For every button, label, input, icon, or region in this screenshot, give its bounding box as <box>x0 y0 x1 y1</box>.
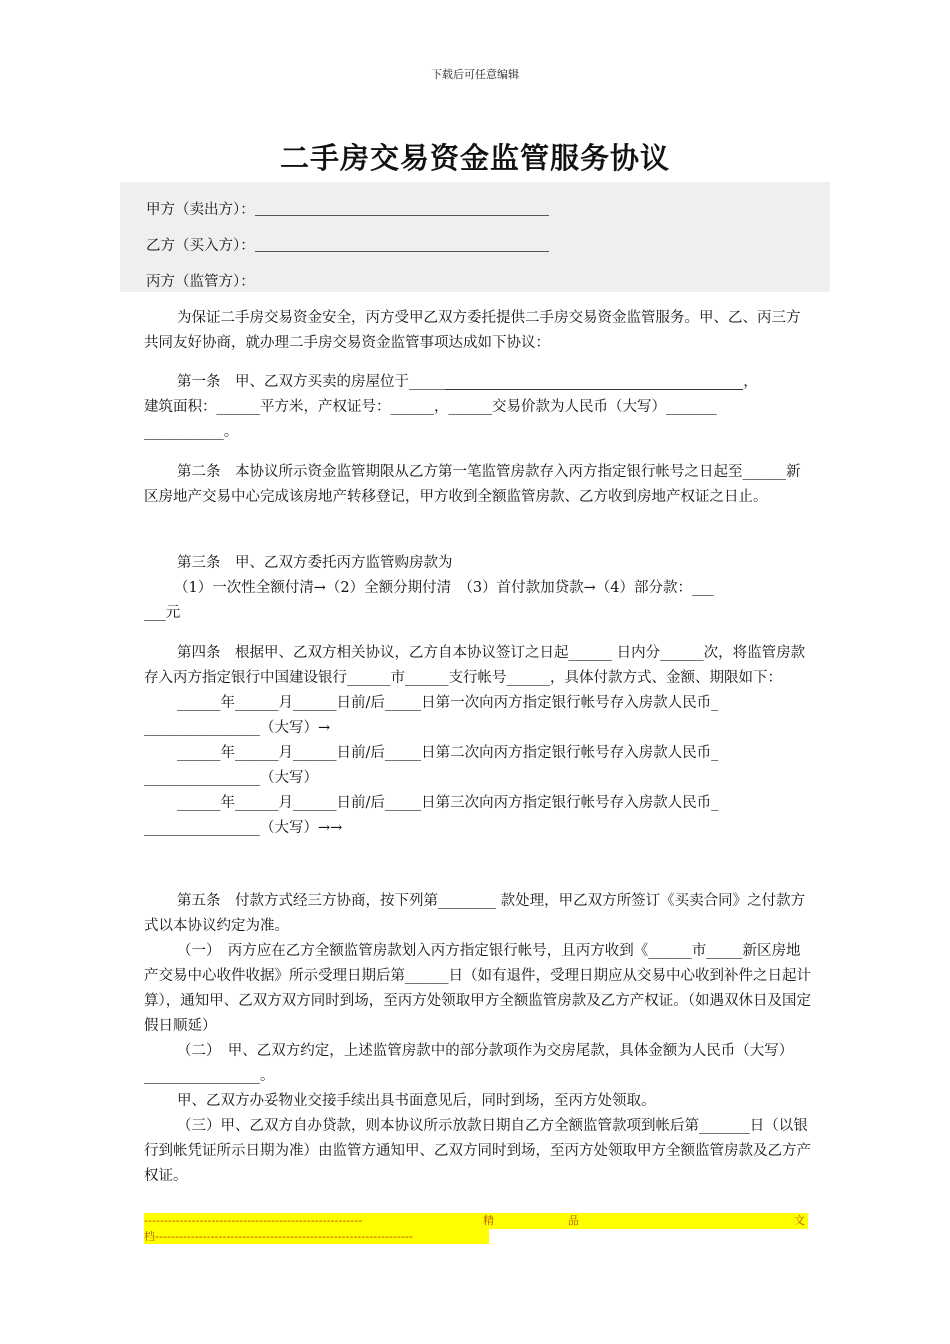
article-1-line2: 建筑面积：______平方米，产权证号：______，______交易价款为人民币（大写）_______ <box>144 399 717 415</box>
payment-2-line-b: ________________（大写） <box>144 770 318 786</box>
article-1-text-b: ， <box>743 374 758 390</box>
article-1-line3: ___________。 <box>144 424 239 440</box>
footer-char-1: 精 <box>483 1214 494 1227</box>
payment-2-line-a: ______年______月______日前/后_____日第二次向丙方指定银行帐号存入房款人民币_ <box>177 745 719 761</box>
article-5-item-1: （一） 丙方应在乙方全额监管房款划入丙方指定银行帐号，且丙方收到《______市_____新区房地产交易中心收件收据》所示受理日期后第______日（如有退件，受理日期应从交易中心收到补件之日起计算），通知甲、乙双方双方同时到场，至丙方处领取甲方全额监管房款及乙方产权证。（如遇双休日及国定假日顺延） <box>144 943 811 1034</box>
party-seller-blank <box>255 203 549 216</box>
article-1-text-a: 第一条 甲、乙双方买卖的房屋位于_____ <box>177 374 446 390</box>
article-3-options: （1）一次性全额付清→（2）全额分期付清 （3）首付款加贷款→（4）部分款：___ <box>174 580 714 596</box>
intro-paragraph <box>144 306 812 356</box>
footer-highlight-line-1 <box>144 1213 808 1229</box>
intro-text: 为保证二手房交易资金安全，丙方受甲乙双方委托提供二手房交易资金监管服务。甲、乙、丙三方共同友好协商，就办理二手房交易资金监管事项达成如下协议： <box>144 310 801 351</box>
article-3-tail: ___元 <box>144 605 181 621</box>
payment-3-line-a: ______年______月______日前/后_____日第三次向丙方指定银行帐号存入房款人民币_ <box>177 795 719 811</box>
party-seller <box>146 198 549 219</box>
document-title: 二手房交易资金监管服务协议 <box>279 141 670 175</box>
article-5-item-3: （三）甲、乙双方自办贷款，则本协议所示放款日期自乙方全额监管款项到帐后第_______日（以银行到帐凭证所示日期为准）由监管方通知甲、乙双方同时到场，至丙方处领取甲方全额监管房款及乙方产权证。 <box>144 1118 811 1184</box>
article-2 <box>144 460 812 510</box>
article-4-head: 第四条 根据甲、乙双方相关协议，乙方自本协议签订之日起______ 日内分______次，将监管房款存入丙方指定银行中国建设银行______市______支行帐号______，具体付款方式、金额、期限如下： <box>144 645 806 686</box>
footer-highlight-line-2: 档----------------------------------------------------------------- <box>144 1229 489 1244</box>
party-buyer <box>146 234 549 255</box>
article-5-item-2: （二） 甲、乙双方约定，上述监管房款中的部分款项作为交房尾款，具体金额为人民币（大写）________________。 <box>144 1043 794 1084</box>
party-supervisor <box>146 270 255 291</box>
footer-char-2: 品 <box>568 1214 579 1227</box>
party-buyer-blank <box>255 239 549 252</box>
parties-block <box>120 182 830 292</box>
payment-3-line-b: ________________（大写）→→ <box>144 820 343 836</box>
footer-dashes: ------------------------------------------------------- <box>144 1214 363 1227</box>
article-1 <box>144 370 812 445</box>
article-3 <box>144 551 812 626</box>
party-supervisor-label: 丙方（监管方）： <box>146 274 255 290</box>
article-3-head: 第三条 甲、乙双方委托丙方监管购房款为 <box>177 555 453 571</box>
party-buyer-label: 乙方（买入方）： <box>146 238 255 254</box>
payment-1-line-a: ______年______月______日前/后_____日第一次向丙方指定银行帐号存入房款人民币_ <box>177 695 719 711</box>
article-5 <box>144 889 812 1189</box>
header-note: 下载后可任意编辑 <box>431 68 519 81</box>
article-1-line1 <box>144 370 812 395</box>
article-2-text: 第二条 本协议所示资金监管期限从乙方第一笔监管房款存入丙方指定银行帐号之日起至______新区房地产交易中心完成该房地产转移登记，甲方收到全额监管房款、乙方收到房地产权证之日止。 <box>144 464 801 505</box>
payment-1-line-b: ________________（大写）→ <box>144 720 331 736</box>
article-4 <box>144 641 812 841</box>
article-1-address-blank <box>445 373 743 390</box>
article-5-item-2b: 甲、乙双方办妥物业交接手续出具书面意见后，同时到场，至丙方处领取。 <box>177 1093 656 1109</box>
article-5-head: 第五条 付款方式经三方协商，按下列第________ 款处理，甲乙双方所签订《买卖合同》之付款方式以本协议约定为准。 <box>144 893 806 934</box>
party-seller-label: 甲方（卖出方）： <box>146 202 255 218</box>
footer-char-3: 文 <box>794 1214 805 1227</box>
